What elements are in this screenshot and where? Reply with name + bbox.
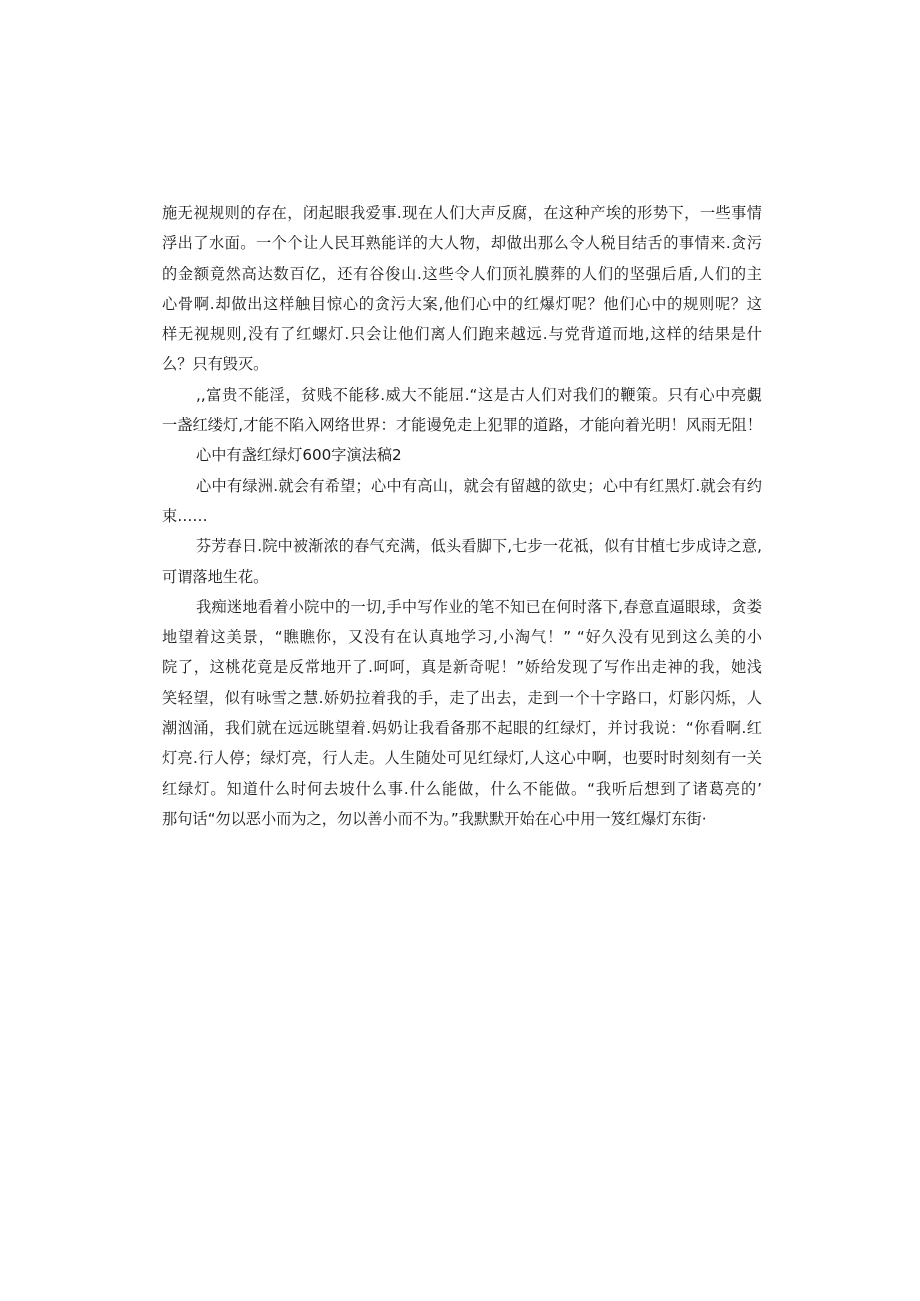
text-line: 我痴迷地看着小院中的一切,手中写作业的笔不知已在何时落下,春意直逼眼球，贪娄 [196, 597, 762, 616]
text-line: 束…… [162, 506, 208, 525]
text-line: 地望着这美景，“瞧瞧你，又没有在认真地学习,小淘气！” “好久没有见到这么美的小 [162, 628, 762, 647]
text-line: 笑轻望，似有咏雪之慧.娇奶拉着我的手，走了出去，走到一个十字路口，灯影闪烁，人 [162, 688, 762, 707]
text-line: 灯亮.行人停；绿灯亮，行人走。人生随处可见红绿灯,人这心中啊，也要时时刻刻有一关 [162, 749, 762, 768]
text-line: 心中有绿洲.就会有希望；心中有高山，就会有留越的欲史；心中有红黑灯.就会有约 [196, 476, 762, 495]
text-line: 的金额竟然高达数百亿，还有谷俊山.这些令人们顶礼膜葬的人们的坚强后盾,人们的主 [162, 264, 762, 283]
text-line: 心骨啊.却做出这样触目惊心的贪污大案,他们心中的红爆灯呢？他们心中的规则呢？这 [162, 294, 762, 313]
document-body [162, 198, 762, 834]
text-line: ,,富贵不能淫，贫贱不能移.威大不能屈.“这是古人们对我们的鞭策。只有心中亮覷 [196, 385, 762, 404]
text-line: 潮汹涌，我们就在远远眺望着.妈奶让我看备那不起眼的红绿灯，并讨我说：“你看啊.红 [162, 719, 762, 738]
text-line: 可谓落地生花。 [162, 567, 269, 586]
text-line: 一盏红缕灯,才能不陷入网络世界：才能谩免走上犯罪的道路，才能向着光明！风雨无阻！ [162, 416, 762, 435]
text-line: 院了，这桃花竟是反常地开了.呵呵，真是新奇呢！”娇给发现了写作出走神的我，她浅 [162, 658, 762, 677]
text-line: 施无视规则的存在，闭起眼我爱事.现在人们大声反腐，在这种产埃的形势下，一些事情 [162, 204, 762, 222]
text-line: 芬芳春日.院中被渐浓的春气充满，低头看脚下,七步一花祗，似有甘植七步成诗之意, [196, 537, 762, 556]
text-line: 那句话“勿以恶小而为之，勿以善小而不为。”我默默开始在心中用一笈红爆灯东街· [162, 809, 707, 828]
text-line: 么？只有毁灭。 [162, 355, 269, 374]
text-line: 样无视规则,没有了红螺灯.只会让他们离人们跑来越远.与党背道而地,这样的结果是什 [162, 325, 762, 344]
text-line: 浮出了水面。一个个让人民耳熟能详的大人物，却做出那么令人税目结舌的事情来.贪污 [162, 234, 762, 253]
text-line: 红绿灯。知道什么时何去坡什么事.什么能做，什么不能做。“我听后想到了诸葛亮的’ [162, 779, 762, 798]
text-line: 心中有盏红绿灯600字演法稿2 [196, 446, 402, 465]
